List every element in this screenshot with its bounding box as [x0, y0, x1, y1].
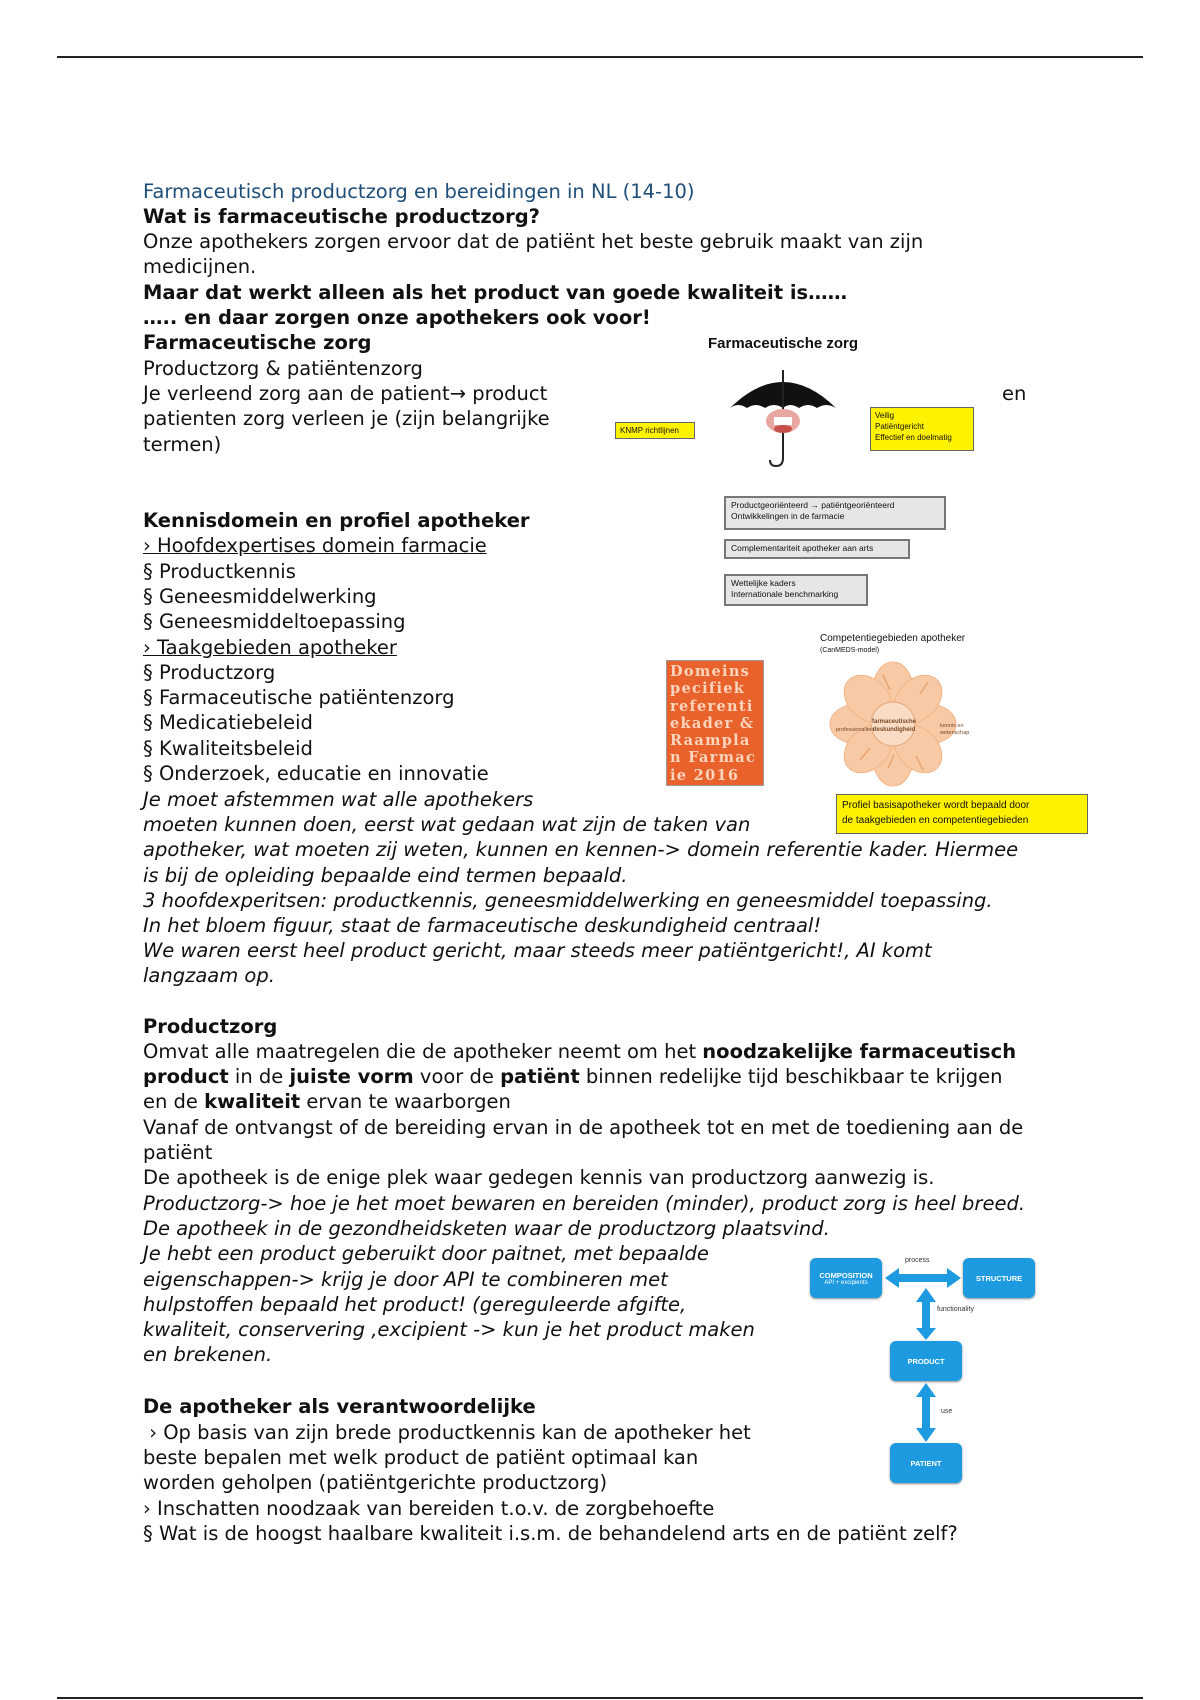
productzorg-heading: Productzorg	[143, 1015, 278, 1038]
figure-kennisdomein	[660, 492, 1090, 837]
taakgebieden-list	[143, 660, 489, 786]
right-label-line: Veilig	[875, 411, 895, 420]
farm-zorg-line: patienten zorg verleen je (zijn belangrijke	[143, 407, 550, 431]
book-cover	[666, 660, 764, 786]
patient-box: PATIENT	[890, 1443, 962, 1483]
text-run: binnen redelijke tijd beschikbaar te krijgen	[579, 1065, 1003, 1089]
right-label-line: Patiëntgericht	[875, 422, 924, 431]
box3-line: Internationale benchmarking	[731, 589, 839, 599]
competentie-title: Competentiegebieden apotheker	[820, 633, 966, 644]
text-run: in de	[228, 1065, 290, 1089]
profile-line: Profiel basisapotheker wordt bepaald door	[842, 800, 1030, 811]
list-item: § Productkennis	[143, 560, 296, 583]
figure2-box1	[724, 496, 946, 530]
farm-zorg-line: Productzorg & patiëntenzorg	[143, 357, 423, 380]
farm-zorg-trailing: en	[1002, 382, 1027, 405]
composition-label: COMPOSITION	[819, 1270, 873, 1280]
note-line: en brekenen.	[143, 1343, 273, 1367]
figure1-title: Farmaceutische zorg	[708, 335, 859, 352]
list-item: § Medicatiebeleid	[143, 711, 313, 735]
flower-right-label	[940, 723, 969, 737]
box3-line: Wettelijke kaders	[731, 578, 796, 588]
intro-text-line: Onze apothekers zorgen ervoor dat de patiënt het beste gebruik maakt van zijn	[143, 230, 924, 253]
intro-bold-line: Maar dat werkt alleen als het product van goede kwaliteit is……	[143, 281, 848, 304]
list-item: beste bepalen met welk product de patiënt optimaal kan	[143, 1446, 699, 1470]
flower-left-label: professionaliteit	[836, 727, 875, 733]
kennisdomein-heading: Kennisdomein en profiel apotheker	[143, 509, 530, 532]
page-title: Farmaceutisch productzorg en bereidingen in NL (14-10)	[143, 180, 695, 203]
box1-line: Productgeoriënteerd → patiëntgeoriënteerd	[731, 500, 895, 510]
footer-rule	[57, 1697, 1143, 1699]
text-run: juiste vorm	[289, 1065, 414, 1089]
figure1-right-label	[870, 407, 974, 451]
note-line: De apotheek in de gezondheidsketen waar de productzorg plaatsvind.	[143, 1217, 830, 1241]
list-item: § Geneesmiddeltoepassing	[143, 610, 406, 634]
note-line: langzaam op.	[143, 964, 275, 988]
intro-text	[143, 229, 923, 279]
farm-zorg-text	[143, 356, 550, 457]
list-item: § Farmaceutische patiëntenzorg	[143, 686, 455, 710]
profile-note	[836, 794, 1088, 834]
intro-bold-line: ….. en daar zorgen onze apothekers ook voor!	[143, 306, 651, 330]
list-item: § Kwaliteitsbeleid	[143, 736, 313, 760]
list-item: › Inschatten noodzaak van bereiden t.o.v. de zorgbehoefte	[143, 1496, 715, 1520]
book-cover-text: Domeinspecifiek referentiekader & Raamplan Farmacie 2016	[670, 663, 757, 784]
note-line: apotheker, wat moeten zij weten, kunnen en kennen-> domein referentie kader. Hiermee	[143, 838, 1019, 862]
use-label: use	[941, 1408, 953, 1415]
flower-center-line: farmaceutische	[871, 719, 917, 725]
definition-line-1	[143, 1039, 1023, 1064]
list-item: › Op basis van zijn brede productkennis kan de apotheker het	[143, 1421, 751, 1444]
note-line: moeten kunnen doen, eerst wat gedaan wat zijn de taken van	[143, 813, 751, 837]
intro-text-line: medicijnen.	[143, 255, 257, 279]
note-line: In het bloem figuur, staat de farmaceutische deskundigheid centraal!	[143, 914, 822, 938]
definition-line-2	[143, 1064, 1023, 1089]
hoofdexpertises-list	[143, 559, 406, 635]
text-run: patiënt	[500, 1065, 580, 1089]
farm-zorg-heading: Farmaceutische zorg	[143, 331, 372, 354]
composition-sub: API + excipients	[824, 1279, 868, 1286]
figure1-left-label: KNMP richtlijnen	[615, 422, 695, 439]
header-rule	[57, 56, 1143, 58]
list-item: worden geholpen (patiëntgerichte productzorg)	[143, 1471, 608, 1495]
text-run: voor de	[413, 1065, 501, 1089]
productzorg-line: De apotheek is de enige plek waar gedegen kennis van productzorg aanwezig is.	[143, 1166, 935, 1190]
productzorg-definition	[143, 1039, 1023, 1190]
note-line: Je hebt een product geberuikt door paitnet, met bepaalde	[143, 1242, 709, 1266]
hoofdexpertises-subheading: › Hoofdexpertises domein farmacie	[143, 534, 487, 557]
flower-right-line: wetenschap	[940, 730, 970, 736]
verantwoordelijke-heading: De apotheker als verantwoordelijke	[143, 1395, 536, 1418]
farm-zorg-line: Je verleend zorg aan de patient→ product	[143, 382, 548, 406]
taakgebieden-subheading: › Taakgebieden apotheker	[143, 636, 397, 659]
figure2-box2: Complementariteit apotheker aan arts	[724, 539, 910, 559]
note-line: eigenschappen-> krijg je door API te combineren met	[143, 1267, 668, 1291]
structure-box: STRUCTURE	[963, 1258, 1035, 1298]
umbrella-icon	[728, 366, 838, 470]
flower-center-line: deskundigheid	[872, 727, 916, 733]
text-run: product	[143, 1065, 229, 1089]
list-item: § Geneesmiddelwerking	[143, 585, 377, 609]
definition-line-3	[143, 1089, 1023, 1114]
figure-farmaceutische-zorg	[598, 330, 978, 480]
figure2-box3	[724, 574, 868, 606]
verantwoordelijke-list	[143, 1420, 958, 1546]
productzorg-line: Vanaf de ontvangst of de bereiding ervan in de apotheek tot en met de toediening aan de	[143, 1115, 1024, 1139]
note-line: Productzorg-> hoe je het moet bewaren en bereiden (minder), product zorg is heel breed.	[143, 1192, 1026, 1215]
productzorg-line: patiënt	[143, 1140, 213, 1164]
profile-line: de taakgebieden en competentiegebieden	[842, 815, 1029, 826]
intro-bold	[143, 280, 847, 330]
process-label: process	[905, 1257, 930, 1264]
note-line: hulpstoffen bepaald het product! (gereguleerde afgifte,	[143, 1292, 687, 1316]
flower-right-line: kennis en	[940, 723, 964, 729]
list-item: § Productzorg	[143, 661, 276, 684]
competentie-subtitle: (CanMEDS-model)	[820, 647, 880, 654]
intro-question: Wat is farmaceutische productzorg?	[143, 205, 540, 228]
box1-line: Ontwikkelingen in de farmacie	[731, 511, 845, 521]
functionality-label: functionality	[937, 1306, 974, 1313]
text-run: noodzakelijke farmaceutisch	[702, 1040, 1017, 1063]
text-run: en de	[143, 1090, 205, 1114]
note-line: 3 hoofdexperitsen: productkennis, geneesmiddelwerking en geneesmiddel toepassing.	[143, 888, 993, 912]
note-line: is bij de opleiding bepaalde eind termen bepaald.	[143, 863, 628, 887]
note-line: Je moet afstemmen wat alle apothekers	[143, 788, 534, 811]
right-label-line: Effectief en doelmatig	[875, 433, 952, 442]
list-item: § Wat is de hoogst haalbare kwaliteit i.s.m. de behandelend arts en de patiënt zelf?	[143, 1521, 958, 1545]
note-line: kwaliteit, conservering ,excipient -> kun je het product maken	[143, 1318, 755, 1342]
list-item: § Onderzoek, educatie en innovatie	[143, 761, 489, 785]
flower-center-label	[868, 718, 920, 734]
text-run: ervan te waarborgen	[300, 1090, 511, 1114]
farm-zorg-line: termen)	[143, 432, 222, 456]
product-box: PRODUCT	[890, 1341, 962, 1381]
text-run: kwaliteit	[204, 1090, 301, 1114]
text-run: Omvat alle maatregelen die de apotheker neemt om het	[143, 1040, 703, 1063]
note-line: We waren eerst heel product gericht, maar steeds meer patiëntgericht!, AI komt	[143, 939, 932, 963]
